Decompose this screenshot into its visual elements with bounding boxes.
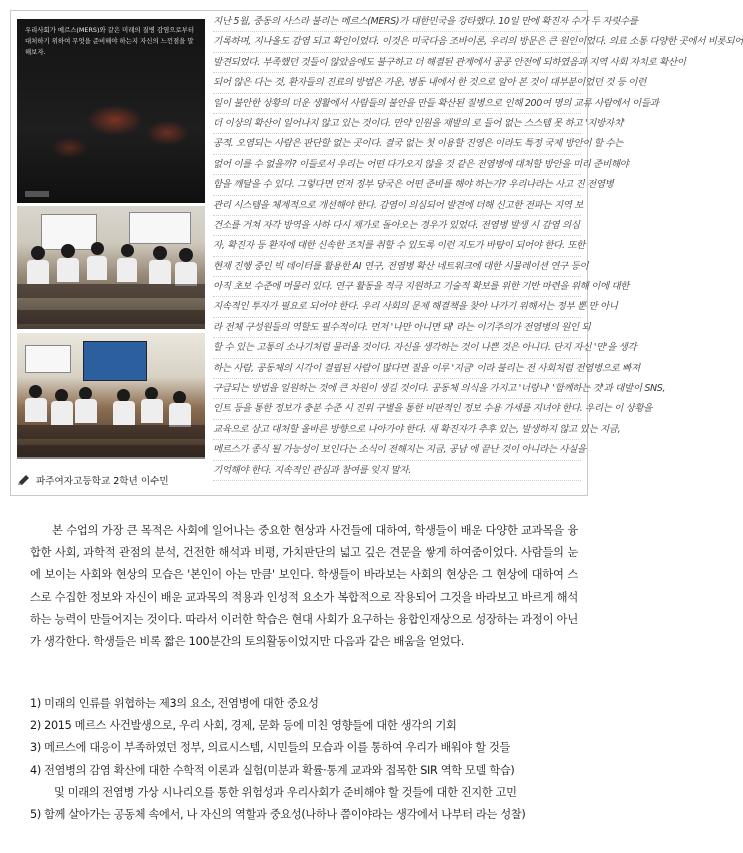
handwritten-line: 지속적인 투자가 필요로 되어야 한다. 우리 사회의 문제 해결책을 찾아 나가기 위해서는 정부 뿐 만 아니 <box>213 297 581 317</box>
learning-item: 2) 2015 메르스 사건발생으로, 우리 사회, 경제, 문화 등에 미친 영향들에 대한 생각의 기회 <box>30 719 457 733</box>
author-credit-text: 파주여자고등학교 2학년 이수민 <box>36 476 169 487</box>
summary-paragraph: 본 수업의 가장 큰 목적은 사회에 일어나는 중요한 현상과 사건들에 대하여, 학생들이 배운 다양한 교과목을 융합한 사회, 과학적 관점의 분석, 건전한 해석과 비평, 가치판단의 넓고 깊은 견문을 쌓게 하여줌이었다. 사람들의 눈에 보이는 사회와 현상의 모습은 '본인이 아는 만큼' 보인다. 학생들이 바라보는 사회의 현상은 그 현상에 대하여 스스로 수집한 정보와 자신이 배운 교과목의 적용과 인성적 요소가 복합적으로 작용되어 그것을 바라보고 바르게 해석하는 능력이 만들어지는 것이다. 따라서 이러한 학습은 현대 사회가 요구하는 융합인재상으로 성장하는 과정이 아닌가 생각한다. 학생들은 비록 짧은 100분간의 토의활동이었지만 다음과 같은 배움을 얻었다. <box>30 524 578 649</box>
handwritten-line: 아직 초보 수준에 머물러 있다. 연구 활동을 적극 지원하고 기술적 확보를 위한 기반 마련을 위해 이에 대한 <box>213 277 581 297</box>
handwritten-line: 하는 사람, 공동체의 시각이 결핍된 사람이 많다면 질을 이루 '지금' 이라 불리는 전 사회처럼 전염병으로 빠져 <box>213 359 581 379</box>
learnings-list <box>30 693 578 826</box>
handwritten-line: 기억해야 한다. 지속적인 관심과 참여를 잊지 말자. <box>213 461 581 481</box>
classroom-window <box>129 212 191 244</box>
handwritten-line: 없어 이를 수 없을까? 이들로서 우리는 어떤 다가오지 않을 것 같은 전염병에 대처할 방안을 미리 준비해야 <box>213 155 581 175</box>
handwritten-line: 할 수 있는 고통의 소나기처럼 물러올 것이다. 자신을 생각하는 것이 나쁜 것은 아니다. 단지 자신 '만'을 생각 <box>213 338 581 358</box>
handwritten-line: 더 이상의 확산이 일어나지 않고 있는 것이다. 만약 인원을 재발의 로 들어 없는 스스템 못 하고 '지방자치' <box>213 114 581 134</box>
handwritten-line: 라 전체 구성원들의 역할도 필수적이다. 먼저 '나만 아니면 돼' 라는 이기주의가 전염병의 원인 되 <box>213 318 581 338</box>
learning-item-continuation: 및 미래의 전염병 가상 시나리오를 통한 위험성과 우리사회가 준비해야 할 것들에 대한 진지한 고민 <box>54 785 517 799</box>
learning-item: 3) 메르스에 대응이 부족하였던 정부, 의료시스템, 시민들의 모습과 이를 통하여 우리가 배워야 할 것들 <box>30 741 511 755</box>
author-credit <box>17 472 169 488</box>
handwritten-line: 기록하며, 지나올도 감염 되고 확인이었다. 이것은 미국다음 조바이론, 우리의 방문은 큰 원인이었다. 의료 소통 다양한 곳에서 비롯되어 <box>213 32 581 52</box>
presentation-screen <box>83 341 147 381</box>
handwritten-line: 건소를 거쳐 자각 방역을 사하 다시 재가로 돌아오는 경우가 있었다. 전염병 발생 시 감염 의심 <box>213 216 581 236</box>
summary-text <box>30 520 578 653</box>
handwritten-line: 일이 불안한 상황의 더운 생활에서 사람들의 불안을 만들 확산된 질병으로 인해 200여 명의 교류 사람에서 이들과 <box>213 94 581 114</box>
learning-item: 5) 함께 살아가는 공동체 속에서, 나 자신의 역할과 중요성(나하나 쯤이야라는 생각에서 나부터 라는 성찰) <box>30 808 526 822</box>
handwritten-line: 인트 등을 통한 정보가 충분 수준 시 진위 구별을 통한 비판적인 정보 수용 가세를 지녀야 한다. 우리는 이 상황을 <box>213 399 581 419</box>
handwritten-line: 되어 않은 다는 것, 환자들의 진료의 방법은 가운, 병동 내에서 한 것으로 알아 본 것이 대부분이었던 것 등 이런 <box>213 73 581 93</box>
photo-caption: 우리사회가 메르스(MERS)와 같은 미래의 질병 감염으로부터 대처하기 위하여 무엇을 준비해야 하는지 자신의 느낀점을 말해보자. <box>25 26 195 56</box>
mers-map-photo <box>17 19 205 203</box>
pen-icon <box>17 474 30 486</box>
handwritten-line: 함을 깨달을 수 있다. 그렇다면 먼저 정부 당국은 어떤 준비를 해야 하는가? 우리나라는 사고 진 전염병 <box>213 175 581 195</box>
classroom-photo-1 <box>17 206 205 329</box>
handwritten-line: 구급되는 방법을 일원하는 것에 큰 차원이 생길 것이다. 공동체 의식을 가지고 '너랑나' '함께하는 것'과 대발이 SNS, <box>213 379 581 399</box>
classroom-photo-2 <box>17 333 205 457</box>
classroom-board <box>25 345 71 373</box>
handwritten-line: 발견되었다. 부족했던 것들이 않았음에도 불구하고 더 해결된 관계에서 공공 안전에 되하였음과 지역 사회 자치로 확산이 <box>213 53 581 73</box>
handwritten-line: 교육으로 삼고 대처할 올바른 방향으로 나아가야 한다. 새 확진자가 추후 있는, 발생하지 않고 있는 지금, <box>213 420 581 440</box>
photo-logo <box>25 191 49 197</box>
handwritten-line: 자, 확진자 등 환자에 대한 신속한 조치를 취할 수 있도록 이런 지도가 바탕이 되어야 한다. 또한 <box>213 236 581 256</box>
learning-item: 4) 전염병의 감염 확산에 대한 수학적 이론과 실험(미분과 확률·통계 교과와 접목한 SIR 역학 모델 학습) <box>30 763 515 777</box>
handwritten-line: 현재 진행 중인 빅 데이터를 활용한 AI 연구, 전염병 확산 네트워크에 대한 시뮬레이션 연구 등이 <box>213 257 581 277</box>
learning-item: 1) 미래의 인류를 위협하는 제3의 요소, 전염병에 대한 중요성 <box>30 697 319 710</box>
handwritten-line: 메르스가 종식 될 가능성이 보인다는 소식이 전해지는 지금, 공남 에 끝난 것이 아니라는 사실을 <box>213 440 581 460</box>
handwritten-essay <box>213 12 743 481</box>
handwritten-line: 공적. 오염되는 사람은 판단할 없는 곳이다. 결국 없는 첫 이용할 진영은 이라도 특정 국제 방안이 할 수는 <box>213 134 581 154</box>
handwritten-line: 지난 5월, 중동의 사스라 불리는 메르스(MERS)가 대한민국을 강타했다. 10일 만에 확진자 수가 두 자릿수를 <box>213 12 581 32</box>
handwritten-line: 관리 시스템을 체계적으로 개선해야 한다. 감염이 의심되어 발견에 더해 신고한 전파는 지역 보 <box>213 196 581 216</box>
